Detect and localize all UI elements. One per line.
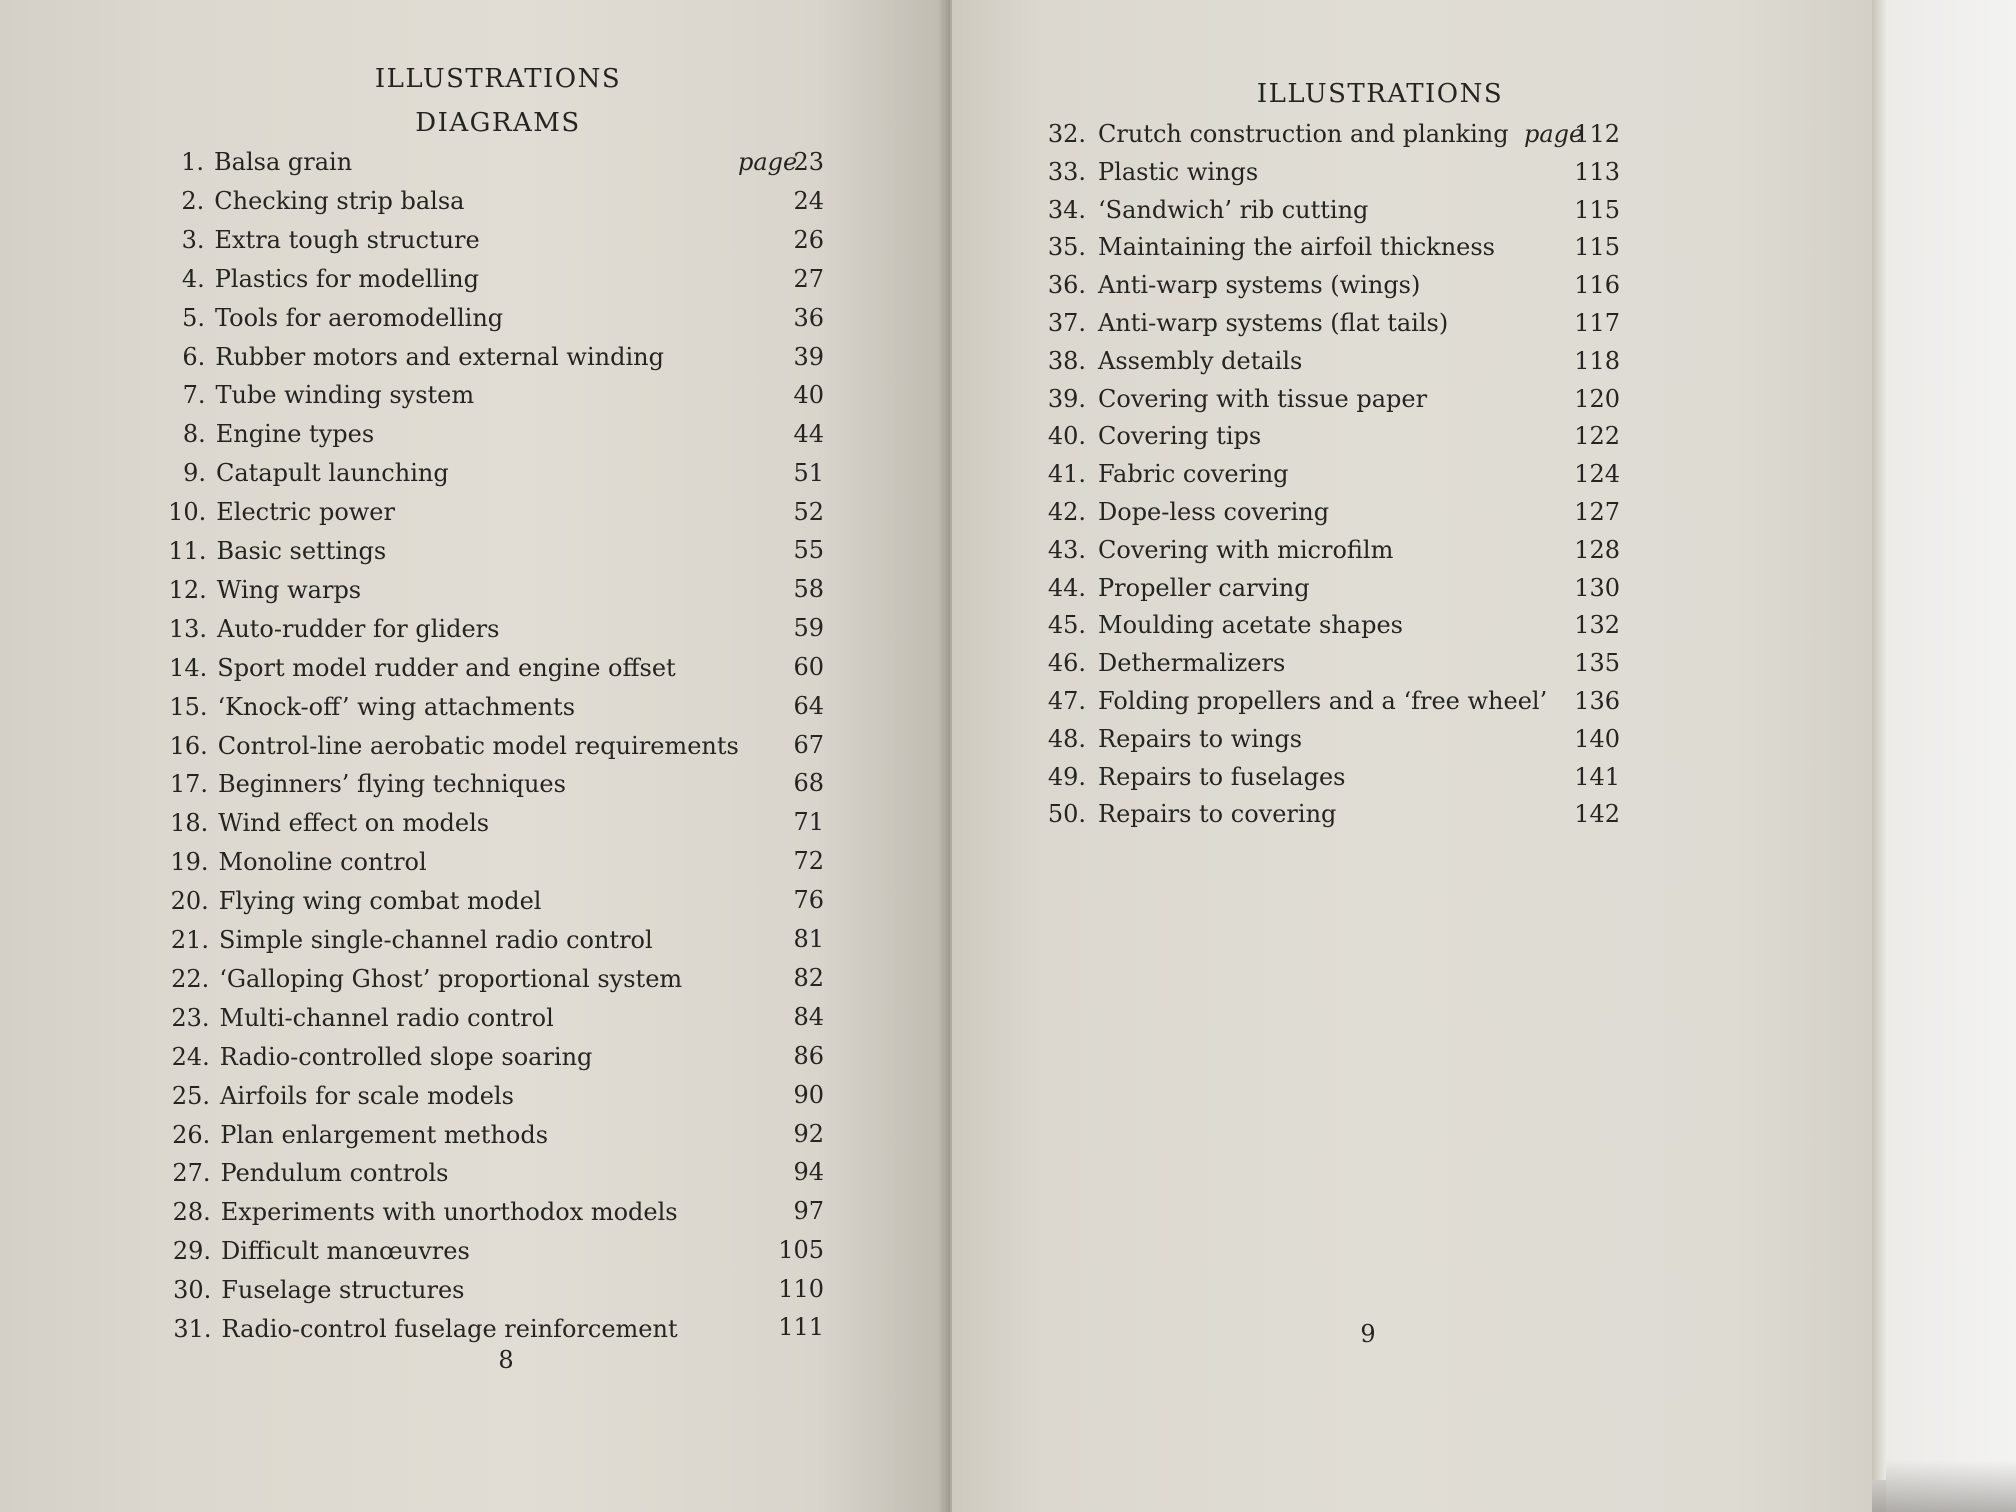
list-item bbox=[952, 309, 1832, 341]
item-number: 13. bbox=[168, 614, 207, 643]
list-item bbox=[0, 1082, 900, 1114]
item-title: Repairs to covering bbox=[1098, 800, 1337, 829]
list-item bbox=[0, 498, 900, 530]
page-reference: 52 bbox=[793, 498, 824, 527]
page-reference: 72 bbox=[793, 847, 824, 876]
item-title: Engine types bbox=[215, 420, 375, 449]
page-reference: 122 bbox=[1574, 422, 1620, 451]
item-number: 10. bbox=[168, 498, 207, 527]
page-reference: 39 bbox=[793, 342, 824, 371]
list-item bbox=[0, 420, 900, 452]
item-number: 41. bbox=[1047, 460, 1086, 489]
page-reference: 120 bbox=[1574, 384, 1620, 413]
item-number: 38. bbox=[1047, 346, 1086, 375]
item-number: 35. bbox=[1047, 233, 1086, 262]
item-number: 30. bbox=[173, 1276, 212, 1305]
page-header: ILLUSTRATIONS bbox=[1256, 79, 1504, 109]
item-title: Difficult manœuvres bbox=[221, 1237, 470, 1266]
item-number: 17. bbox=[169, 770, 208, 799]
item-title: Radio-controlled slope soaring bbox=[219, 1042, 593, 1071]
list-item bbox=[0, 1159, 900, 1191]
item-title: Checking strip balsa bbox=[214, 186, 465, 215]
list-item bbox=[0, 459, 900, 491]
list-item bbox=[952, 271, 1832, 303]
item-title: Flying wing combat model bbox=[218, 887, 542, 916]
list-item bbox=[952, 233, 1832, 265]
page-reference: 36 bbox=[793, 303, 824, 332]
item-number: 9. bbox=[183, 459, 206, 488]
item-number: 1. bbox=[181, 148, 204, 176]
page-reference: 86 bbox=[793, 1041, 824, 1070]
list-item bbox=[0, 1276, 900, 1308]
item-number: 15. bbox=[169, 692, 208, 721]
page-reference: 118 bbox=[1574, 346, 1620, 375]
page-reference: 55 bbox=[793, 536, 824, 564]
list-item bbox=[0, 654, 900, 686]
item-title: Multi-channel radio control bbox=[219, 1003, 554, 1032]
item-number: 23. bbox=[171, 1003, 210, 1032]
item-title: Catapult launching bbox=[216, 459, 449, 488]
page-reference: 71 bbox=[793, 808, 824, 837]
item-number: 44. bbox=[1047, 573, 1086, 602]
item-title: Dope-less covering bbox=[1098, 498, 1330, 526]
page-reference: 140 bbox=[1574, 724, 1620, 753]
item-title: Extra tough structure bbox=[214, 225, 480, 254]
item-number: 50. bbox=[1047, 800, 1086, 829]
page-reference: 142 bbox=[1574, 800, 1620, 829]
page-reference: 117 bbox=[1574, 309, 1620, 337]
page-header: ILLUSTRATIONS bbox=[374, 64, 622, 94]
item-number: 39. bbox=[1047, 384, 1086, 413]
page-number: 9 bbox=[1360, 1320, 1376, 1348]
page-reference: 111 bbox=[778, 1313, 824, 1341]
item-number: 47. bbox=[1047, 687, 1086, 715]
item-number: 21. bbox=[170, 926, 209, 954]
item-number: 16. bbox=[169, 731, 208, 760]
list-item bbox=[0, 809, 900, 841]
item-title: Rubber motors and external winding bbox=[215, 342, 664, 371]
item-title: Pendulum controls bbox=[220, 1159, 449, 1188]
list-item bbox=[0, 381, 900, 413]
item-number: 36. bbox=[1047, 271, 1086, 300]
item-title: Tube winding system bbox=[215, 381, 475, 410]
page-reference: 115 bbox=[1574, 195, 1620, 224]
item-number: 7. bbox=[182, 381, 206, 410]
page-reference: 59 bbox=[793, 613, 824, 642]
page-reference: 115 bbox=[1574, 233, 1620, 262]
item-number: 19. bbox=[170, 848, 209, 877]
list-item bbox=[0, 848, 900, 880]
list-item bbox=[0, 1237, 900, 1269]
page-reference: 92 bbox=[793, 1119, 824, 1148]
item-title: Assembly details bbox=[1098, 346, 1303, 375]
item-number: 12. bbox=[168, 575, 207, 604]
item-title: Plastic wings bbox=[1098, 157, 1259, 186]
list-item bbox=[952, 347, 1832, 379]
item-title: Covering tips bbox=[1098, 422, 1262, 451]
page-reference: 81 bbox=[793, 925, 824, 953]
item-title: Moulding acetate shapes bbox=[1098, 611, 1403, 640]
item-number: 11. bbox=[168, 537, 207, 565]
list-item bbox=[0, 1121, 900, 1153]
list-item bbox=[952, 763, 1832, 795]
item-number: 31. bbox=[173, 1315, 212, 1343]
list-item bbox=[952, 687, 1832, 719]
list-item bbox=[952, 574, 1832, 606]
item-number: 8. bbox=[182, 420, 206, 449]
list-item bbox=[0, 226, 900, 258]
item-title: Anti-warp systems (flat tails) bbox=[1098, 309, 1449, 337]
page-reference: 110 bbox=[778, 1275, 824, 1304]
item-title: Repairs to fuselages bbox=[1098, 762, 1346, 791]
item-title: Propeller carving bbox=[1098, 573, 1310, 602]
item-number: 4. bbox=[181, 264, 205, 293]
item-number: 48. bbox=[1047, 724, 1086, 753]
item-number: 14. bbox=[169, 653, 208, 682]
list-item bbox=[952, 422, 1832, 454]
item-title: Repairs to wings bbox=[1098, 724, 1303, 753]
list-item bbox=[952, 611, 1832, 643]
page-reference: 116 bbox=[1574, 271, 1620, 300]
page-reference: 130 bbox=[1574, 573, 1620, 602]
item-number: 49. bbox=[1047, 762, 1086, 791]
item-title: Wing warps bbox=[216, 575, 362, 604]
item-number: 18. bbox=[170, 809, 209, 838]
item-number: 26. bbox=[172, 1120, 211, 1149]
list-item bbox=[0, 576, 900, 608]
item-number: 24. bbox=[171, 1042, 210, 1071]
list-item bbox=[952, 196, 1832, 228]
list-item bbox=[0, 732, 900, 764]
page-reference: 40 bbox=[793, 381, 824, 410]
list-item bbox=[0, 304, 900, 336]
item-title: Anti-warp systems (wings) bbox=[1098, 271, 1421, 300]
table-surface bbox=[1886, 0, 2016, 1512]
item-number: 2. bbox=[181, 186, 205, 215]
item-title: Plan enlargement methods bbox=[220, 1120, 549, 1149]
item-number: 22. bbox=[171, 964, 210, 993]
item-title: Auto-rudder for gliders bbox=[217, 614, 500, 643]
item-title: ‘Galloping Ghost’ proportional system bbox=[219, 964, 683, 993]
list-item bbox=[0, 187, 900, 219]
item-title: Radio-control fuselage reinforcement bbox=[221, 1315, 678, 1343]
page-reference: 24 bbox=[793, 186, 824, 215]
page-reference: 68 bbox=[793, 769, 824, 798]
item-title: Plastics for modelling bbox=[214, 264, 479, 293]
list-item bbox=[0, 926, 900, 958]
item-number: 33. bbox=[1047, 157, 1086, 186]
page-reference: 26 bbox=[793, 225, 824, 254]
page-reference: 127 bbox=[1574, 498, 1620, 526]
list-item bbox=[952, 460, 1832, 492]
item-title: Crutch construction and planking bbox=[1098, 120, 1509, 148]
list-item bbox=[0, 1198, 900, 1230]
item-number: 29. bbox=[172, 1237, 211, 1266]
item-title: Monoline control bbox=[218, 848, 427, 877]
item-number: 43. bbox=[1047, 535, 1086, 564]
list-item bbox=[952, 498, 1832, 530]
page-reference: 64 bbox=[793, 691, 824, 720]
page-reference: 128 bbox=[1574, 535, 1620, 564]
item-title: Experiments with unorthodox models bbox=[220, 1198, 678, 1227]
list-item bbox=[0, 265, 900, 297]
page-reference: 105 bbox=[778, 1236, 824, 1265]
page-edge bbox=[1872, 0, 1886, 1480]
item-number: 25. bbox=[171, 1081, 210, 1110]
item-title: Fabric covering bbox=[1098, 460, 1289, 489]
list-item bbox=[0, 770, 900, 802]
list-item bbox=[0, 343, 900, 375]
page-reference: 76 bbox=[793, 886, 824, 915]
page-reference: 58 bbox=[793, 574, 824, 603]
item-title: Beginners’ flying techniques bbox=[218, 770, 566, 799]
list-item bbox=[952, 385, 1832, 417]
page-reference: 135 bbox=[1574, 649, 1620, 678]
page-label: page bbox=[738, 148, 798, 176]
page-reference: 51 bbox=[793, 459, 824, 488]
item-title: Maintaining the airfoil thickness bbox=[1098, 233, 1495, 262]
page-reference: 90 bbox=[793, 1080, 824, 1109]
page-reference: 136 bbox=[1574, 687, 1620, 715]
item-number: 20. bbox=[170, 887, 209, 916]
item-title: Covering with microfilm bbox=[1098, 535, 1394, 564]
item-number: 32. bbox=[1047, 120, 1086, 148]
list-item bbox=[952, 725, 1832, 757]
list-item bbox=[952, 649, 1832, 681]
item-number: 42. bbox=[1047, 498, 1086, 526]
item-title: Control-line aerobatic model requirements bbox=[217, 731, 739, 760]
item-title: Basic settings bbox=[216, 537, 387, 565]
item-number: 46. bbox=[1047, 649, 1086, 678]
page-reference: 84 bbox=[793, 1002, 824, 1031]
item-title: Tools for aeromodelling bbox=[215, 303, 504, 332]
list-item bbox=[0, 148, 900, 180]
page-reference: 27 bbox=[793, 264, 824, 293]
item-title: Simple single-channel radio control bbox=[219, 926, 653, 954]
left-page bbox=[0, 0, 950, 1512]
page-reference: 113 bbox=[1574, 157, 1620, 186]
item-number: 27. bbox=[172, 1159, 211, 1188]
item-title: Sport model rudder and engine offset bbox=[217, 653, 676, 682]
item-title: Airfoils for scale models bbox=[220, 1081, 514, 1110]
item-number: 3. bbox=[181, 225, 205, 254]
list-item bbox=[952, 158, 1832, 190]
item-number: 37. bbox=[1047, 309, 1086, 337]
page-reference: 124 bbox=[1574, 460, 1620, 489]
item-number: 28. bbox=[172, 1198, 211, 1227]
section-heading: DIAGRAMS bbox=[415, 108, 581, 138]
list-item bbox=[0, 1043, 900, 1075]
list-item bbox=[0, 1004, 900, 1036]
list-item bbox=[0, 965, 900, 997]
page-reference: 94 bbox=[793, 1158, 824, 1187]
list-item bbox=[0, 615, 900, 647]
item-title: ‘Sandwich’ rib cutting bbox=[1098, 195, 1369, 224]
item-number: 34. bbox=[1047, 195, 1086, 224]
list-item bbox=[0, 887, 900, 919]
list-item bbox=[0, 693, 900, 725]
list-item bbox=[952, 120, 1832, 152]
page-reference: 97 bbox=[793, 1197, 824, 1226]
page-number: 8 bbox=[498, 1346, 514, 1374]
page-reference: 60 bbox=[793, 652, 824, 681]
item-title: Folding propellers and a ‘free wheel’ bbox=[1098, 687, 1548, 715]
page-reference: 67 bbox=[793, 730, 824, 759]
item-title: Wind effect on models bbox=[218, 809, 490, 838]
item-title: Electric power bbox=[216, 498, 395, 527]
list-item bbox=[0, 537, 900, 569]
list-item bbox=[952, 800, 1832, 832]
list-item bbox=[952, 536, 1832, 568]
item-number: 5. bbox=[182, 303, 205, 332]
page-reference: 23 bbox=[793, 148, 824, 176]
item-title: Covering with tissue paper bbox=[1098, 384, 1428, 413]
page-reference: 82 bbox=[793, 963, 824, 992]
page-reference: 44 bbox=[793, 420, 824, 449]
item-title: ‘Knock-off’ wing attachments bbox=[217, 692, 576, 721]
item-number: 45. bbox=[1047, 611, 1086, 640]
item-number: 6. bbox=[182, 342, 206, 371]
page-reference: 141 bbox=[1574, 762, 1620, 791]
item-title: Dethermalizers bbox=[1098, 649, 1286, 678]
item-title: Balsa grain bbox=[214, 148, 353, 176]
item-number: 40. bbox=[1047, 422, 1086, 451]
list-item bbox=[0, 1315, 900, 1347]
page-reference: 112 bbox=[1574, 120, 1620, 148]
page-reference: 132 bbox=[1574, 611, 1620, 640]
item-title: Fuselage structures bbox=[221, 1276, 465, 1305]
right-page bbox=[952, 0, 1872, 1512]
page-label: page bbox=[1524, 120, 1584, 148]
